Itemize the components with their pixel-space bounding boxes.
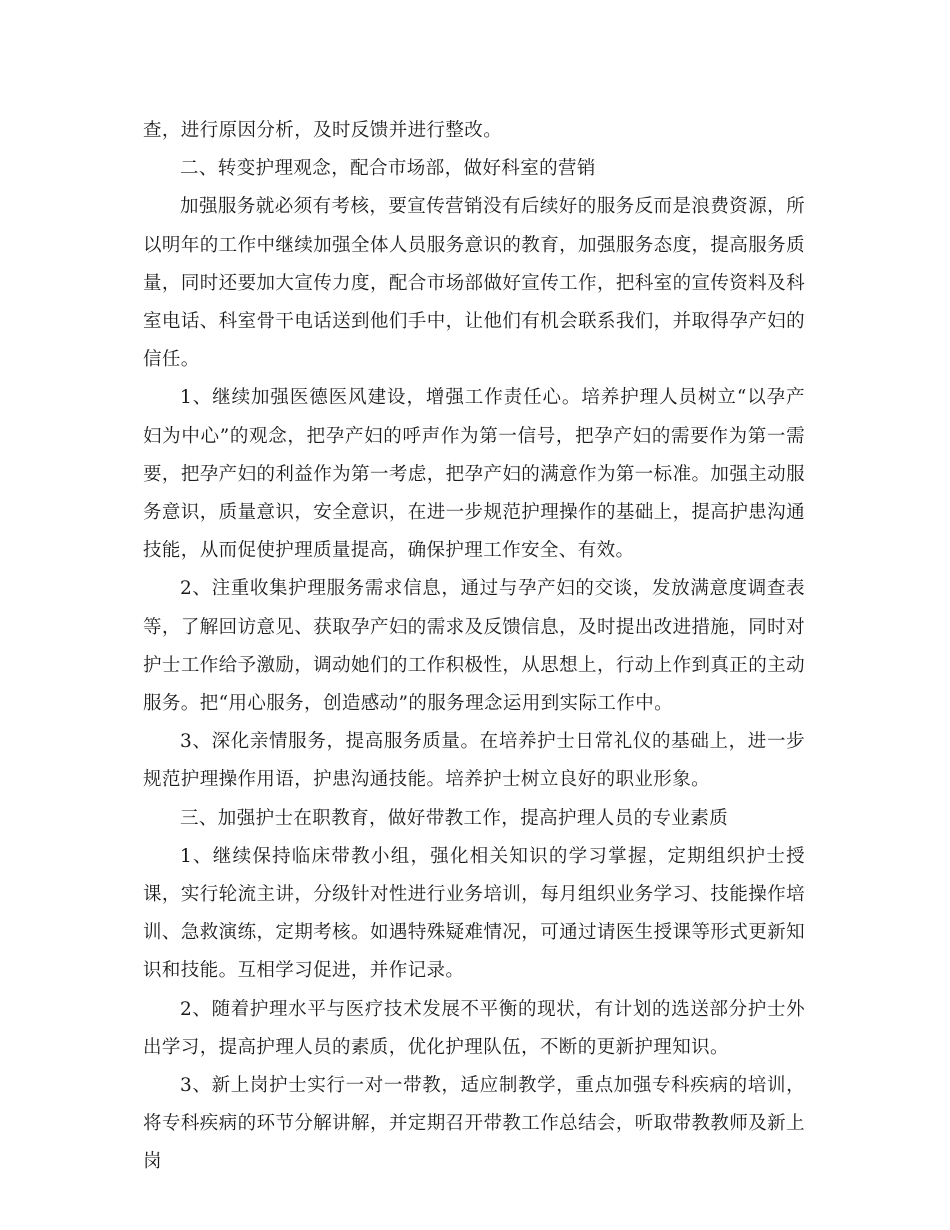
paragraph: 查，进行原因分析，及时反馈并进行整改。: [143, 120, 503, 141]
list-item: 1、继续保持临床带教小组，强化相关知识的学习掌握，定期组织护士授课，实行轮流主讲，分级针对性进行业务培训，每月组织业务学习、技能操作培训、急救演练，定期考核。如遇特殊疑难情况，可通过请医生授课等形式更新知识和技能。互相学习促进，并作记录。: [143, 845, 805, 982]
paragraph: 加强服务就必须有考核，要宣传营销没有后续好的服务反而是浪费资源，所以明年的工作中继续加强全体人员服务意识的教育，加强服务态度，提高服务质量，同时还要加大宣传力度，配合市场部做好宣传工作，把科室的宣传资料及科室电话、科室骨干电话送到他们手中，让他们有机会联系我们，并取得孕产妇的信任。: [143, 196, 805, 371]
section-heading: 三、加强护士在职教育，做好带教工作，提高护理人员的专业素质: [180, 807, 729, 829]
list-item: 1、继续加强医德医风建设，增强工作责任心。培养护理人员树立“以孕产妇为中心”的观念，把孕产妇的呼声作为第一信号，把孕产妇的需要作为第一需要，把孕产妇的利益作为第一考虑，把孕产妇的满意作为第一标准。加强主动服务意识，质量意识，安全意识，在进一步规范护理操作的基础上，提高护患沟通技能，从而促使护理质量提高，确保护理工作安全、有效。: [143, 387, 805, 562]
list-item: 3、深化亲情服务，提高服务质量。在培养护士日常礼仪的基础上，进一步规范护理操作用语，护患沟通技能。培养护士树立良好的职业形象。: [143, 731, 805, 791]
document-body: [143, 112, 805, 1182]
list-item: 3、新上岗护士实行一对一带教，适应制教学，重点加强专科疾病的培训，将专科疾病的环节分解讲解，并定期召开带教工作总结会，听取带教教师及新上岗: [143, 1075, 805, 1173]
list-item: 2、注重收集护理服务需求信息，通过与孕产妇的交谈，发放满意度调查表等，了解回访意见、获取孕产妇的需求及反馈信息，及时提出改进措施，同时对护士工作给予激励，调动她们的工作积极性，从思想上，行动上作到真正的主动服务。把“用心服务，创造感动”的服务理念运用到实际工作中。: [143, 578, 805, 715]
list-item: 2、随着护理水平与医疗技术发展不平衡的现状，有计划的选送部分护士外出学习，提高护理人员的素质，优化护理队伍，不断的更新护理知识。: [143, 998, 805, 1058]
section-heading: 二、转变护理观念，配合市场部，做好科室的营销: [180, 158, 596, 180]
